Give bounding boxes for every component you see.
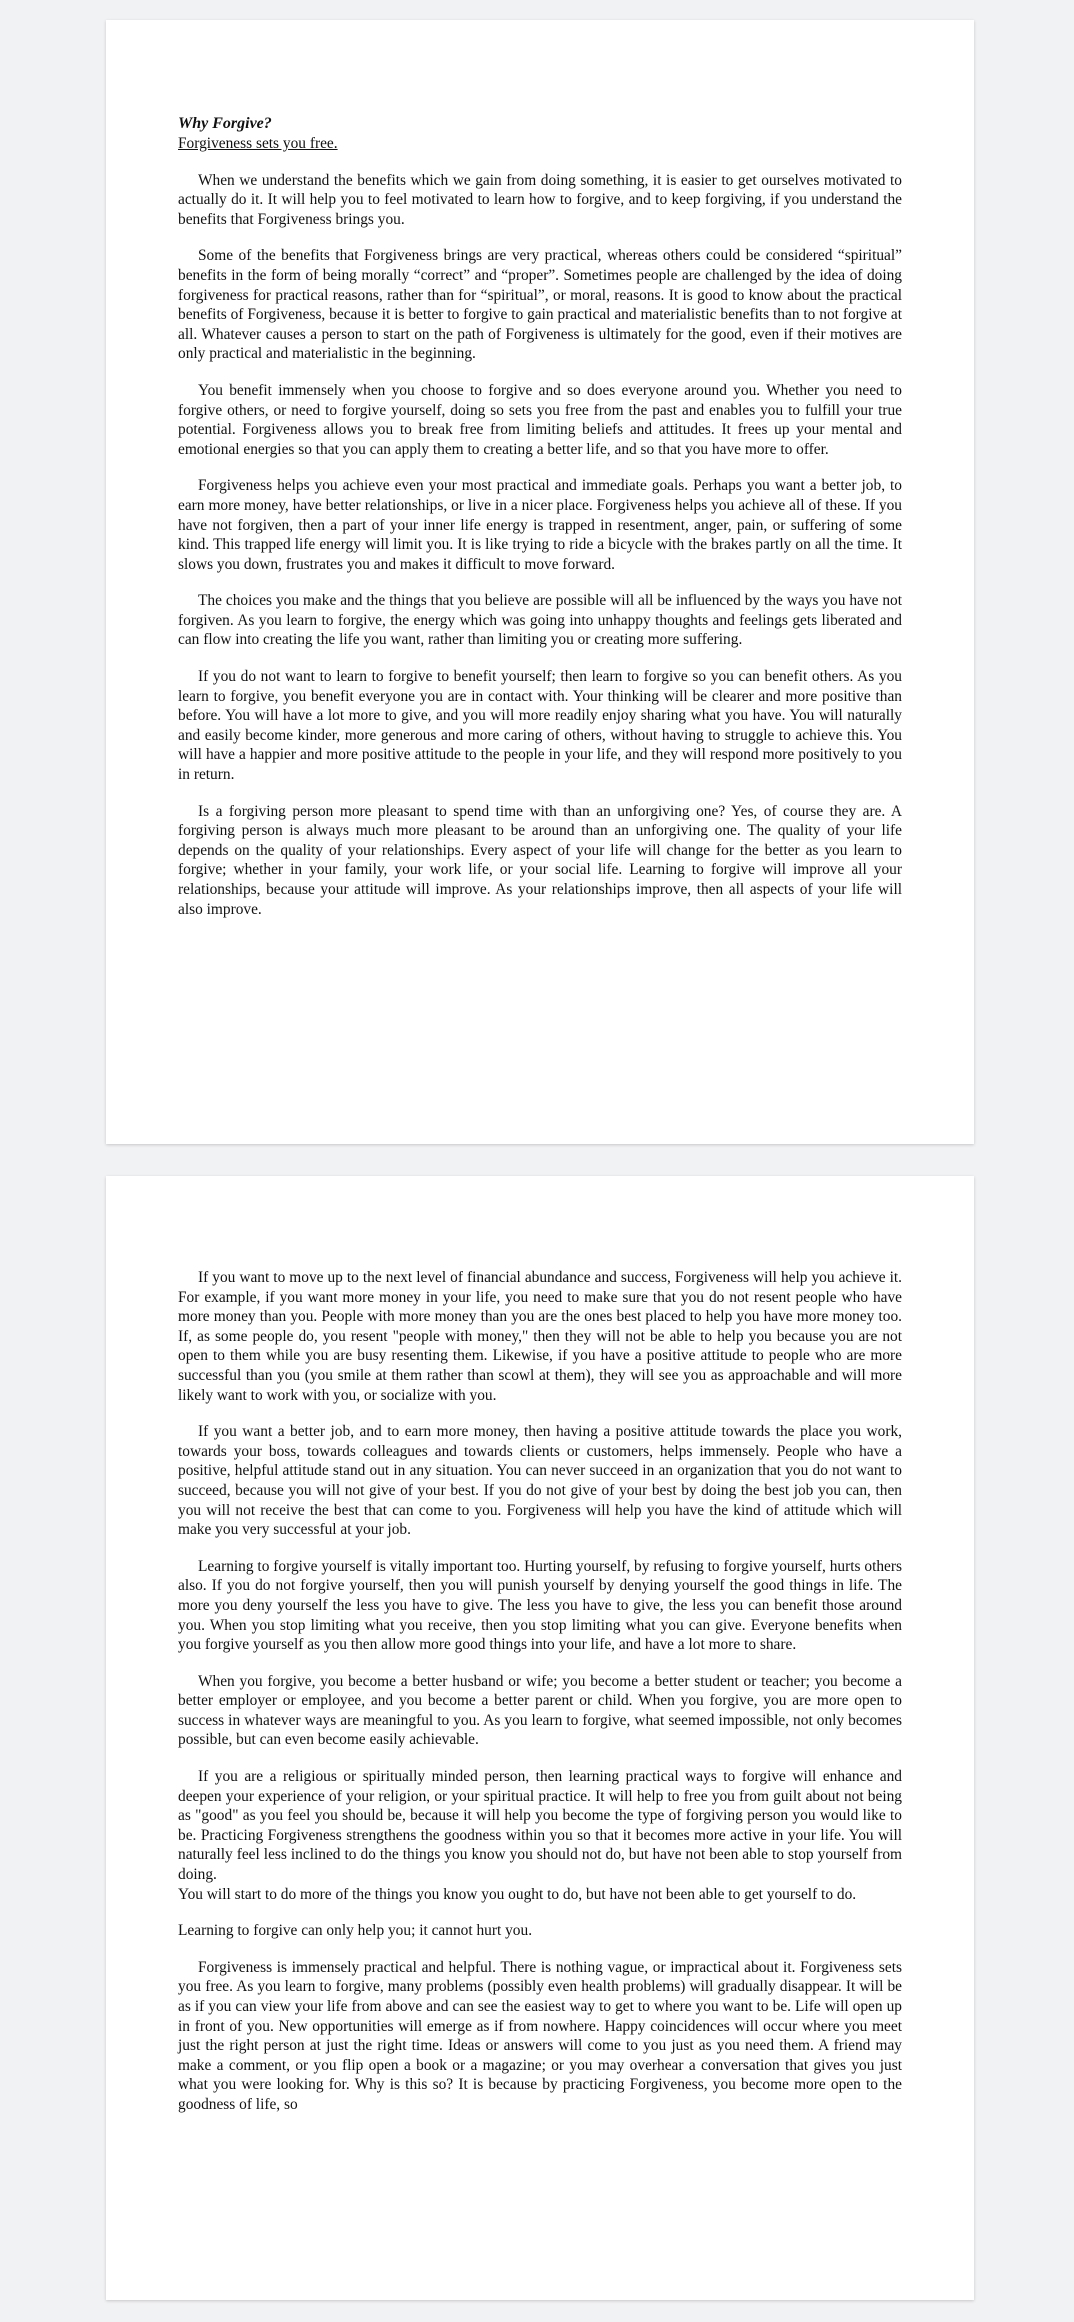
page-2-content [178,1268,902,2115]
document-subtitle: Forgiveness sets you free. [178,135,338,152]
document-title: Why Forgive? [178,115,272,132]
paragraph: The choices you make and the things that you believe are possible will all be influenced by the ways you have not forgiven. As you learn to forgive, the energy which was going into unhappy thoughts and feelings gets liberated and can flow into creating the life you want, rather than limiting you or creating more suffering. [178,592,902,649]
paragraph: You will start to do more of the things you know you ought to do, but have not been able to get yourself to do. [178,1885,857,1903]
paragraph: If you want to move up to the next level of financial abundance and success, Forgiveness will help you achieve it. For example, if you want more money in your life, you need to make sure that you do not resent people who have more money than you. People with more money than you are the ones best placed to help you have more money too. If, as some people do, you resent "people with money," then they will not be able to help you because you are not open to them while you are busy resenting them. Likewise, if you have a positive attitude to people who are more successful than you (you smile at them rather than scowl at them), they will see you as approachable and will more likely want to work with you, or socialize with you. [178,1269,902,1404]
paragraph: Learning to forgive can only help you; it cannot hurt you. [178,1922,533,1940]
paragraph: Learning to forgive yourself is vitally important too. Hurting yourself, by refusing to forgive yourself, hurts others also. If you do not forgive yourself, then you will punish yourself by denying yourself the good things in life. The more you deny yourself the less you have to give. The less you have to give, the less you can benefit those around you. When you stop limiting what you receive, then you stop limiting what you can give. Everyone benefits when you forgive yourself as you then allow more good things into your life, and have a lot more to share. [178,1557,902,1654]
paragraph: If you are a religious or spiritually minded person, then learning practical ways to forgive will enhance and deepen your experience of your religion, or your spiritual practice. It will help to free you from guilt about not being as "good" as you feel you should be, because it will help you become the type of forgiving person you would like to be. Practicing Forgiveness strengthens the goodness within you so that it becomes more active in your life. You will naturally feel less inclined to do the things you know you should not do, but have not been able to stop yourself from doing. [178,1768,902,1884]
document-page-1 [106,20,974,1144]
paragraph: If you do not want to learn to forgive to benefit yourself; then learn to forgive so you can benefit others. As you learn to forgive, you benefit everyone you are in contact with. Your thinking will be clearer and more positive than before. You will have a lot more to give, and you will more readily enjoy sharing what you have. You will naturally and easily become kinder, more generous and more caring of others, without having to struggle to achieve this. You will have a happier and more positive attitude to the people in your life, and they will respond more positively to you in return. [178,668,902,784]
paragraph: Forgiveness helps you achieve even your most practical and immediate goals. Perhaps you want a better job, to earn more money, have better relationships, or live in a nicer place. Forgiveness helps you achieve all of these. If you have not forgiven, then a part of your inner life energy is trapped in resentment, anger, pain, or suffering of some kind. This trapped life energy will limit you. It is like trying to ride a bicycle with the brakes partly on all the time. It slows you down, frustrates you and makes it difficult to move forward. [178,477,902,573]
document-page-2 [106,1176,974,2300]
paragraph: Some of the benefits that Forgiveness brings are very practical, whereas others could be considered “spiritual” benefits in the form of being morally “correct” and “proper”. Sometimes people are challenged by the idea of doing forgiveness for practical reasons, rather than for “spiritual”, or moral, reasons. It is good to know about the practical benefits of Forgiveness, because it is better to forgive to gain practical and materialistic benefits than to not forgive at all. Whatever causes a person to start on the path of Forgiveness is ultimately for the good, even if their motives are only practical and materialistic in the beginning. [178,247,902,363]
paragraph: If you want a better job, and to earn more money, then having a positive attitude towards the place you work, towards your boss, towards colleagues and towards clients or customers, helps immensely. People who have a positive, helpful attitude stand out in any situation. You can never succeed in an organization that you do not want to succeed, because you will not give of your best. If you do not give of your best by doing the best job you can, then you will not receive the best that can come to you. Forgiveness will help you have the kind of attitude which will make you very successful at your job. [178,1423,902,1539]
paragraph: Is a forgiving person more pleasant to spend time with than an unforgiving one? Yes, of course they are. A forgiving person is always much more pleasant to be around than an unforgiving one. The quality of your life depends on the quality of your relationships. Every aspect of your life will change for the better as you learn to forgive; whether in your family, your work life, or your social life. Learning to forgive will improve all your relationships, because your attitude will improve. As your relationships improve, then all aspects of your life will also improve. [178,802,902,918]
page-1-content [178,114,902,936]
paragraph: When you forgive, you become a better husband or wife; you become a better student or teacher; you become a better employer or employee, and you become a better parent or child. When you forgive, you are more open to success in whatever ways are meaningful to you. As you learn to forgive, what seemed impossible, not only becomes possible, but can even become easily achievable. [178,1672,902,1749]
paragraph: You benefit immensely when you choose to forgive and so does everyone around you. Whether you need to forgive others, or need to forgive yourself, doing so sets you free from the past and enables you to fulfill your true potential. Forgiveness allows you to break free from limiting beliefs and attitudes. It frees up your mental and emotional energies so that you can apply them to creating a better life, and so that you have more to offer. [178,381,902,458]
paragraph: When we understand the benefits which we gain from doing something, it is easier to get ourselves motivated to actually do it. It will help you to feel motivated to learn how to forgive, and to keep forgiving, if you understand the benefits that Forgiveness brings you. [178,171,902,228]
paragraph: Forgiveness is immensely practical and helpful. There is nothing vague, or impractical about it. Forgiveness sets you free. As you learn to forgive, many problems (possibly even health problems) will gradually disappear. It will be as if you can view your life from above and can see the easiest way to get to where you want to be. Life will open up in front of you. New opportunities will emerge as if from nowhere. Happy coincidences will occur where you meet just the right person at just the right time. Ideas or answers will come to you just as you need them. A friend may make a comment, or you flip open a book or a magazine; or you may overhear a conversation that gives you just what you were looking for. Why is this so? It is because by practicing Forgiveness, you become more open to the goodness of life, so [178,1958,902,2113]
